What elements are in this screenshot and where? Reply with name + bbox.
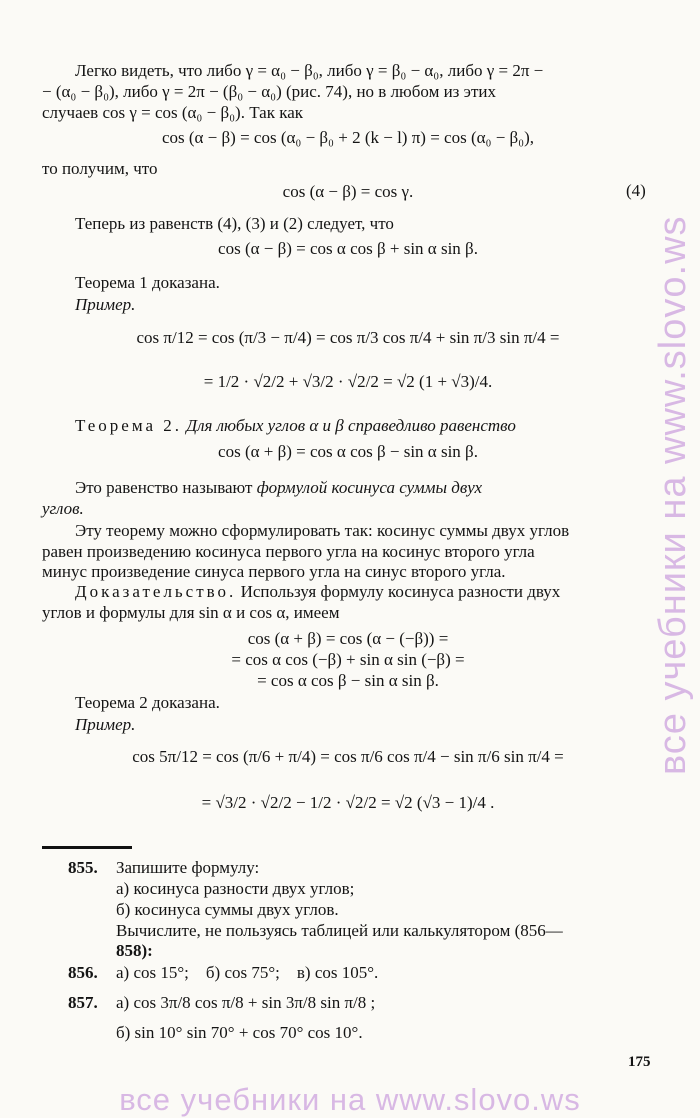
text-line: Теперь из равенств (4), (3) и (2) следует, что	[75, 214, 394, 233]
text-line: − (α₀ − β₀), либо γ = 2π − (β₀ − α₀) (рис. 74), но в любом из этих	[42, 82, 496, 101]
term-highlight: формулой косинуса суммы двух	[256, 478, 483, 497]
theorem-statement	[75, 415, 516, 436]
exercise-text: а) косинуса разности двух углов;	[116, 879, 355, 898]
theorem-heading: Теорема 2.	[75, 416, 183, 435]
theorem-text: Для любых углов α и β справедливо равенство	[186, 416, 516, 435]
proof-heading: Доказательство.	[75, 582, 237, 601]
text-line	[75, 477, 482, 498]
exercise-number: 856.	[68, 963, 98, 982]
equation: cos (α − β) = cos α cos β + sin α sin β.	[218, 239, 478, 258]
equation: = cos α cos β − sin α sin β.	[257, 671, 439, 690]
equation: = 1/2 · √2/2 + √3/2 · √2/2 = √2 (1 + √3)/4.	[203, 372, 493, 391]
text-line: случаев cos γ = cos (α₀ − β₀). Так как	[42, 103, 304, 122]
text-line: минус произведение синуса первого угла на синус второго угла.	[42, 562, 506, 581]
exercise-text: а) cos 15°; б) cos 75°; в) cos 105°.	[116, 963, 379, 982]
exercise-text: 858):	[116, 941, 153, 960]
equation: cos (α + β) = cos (α − (−β)) =	[247, 629, 449, 648]
equation: = √3/2 · √2/2 − 1/2 · √2/2 = √2 (√3 − 1)/4 .	[201, 793, 495, 812]
watermark-vertical: все учебники на www.slovo.ws	[652, 215, 694, 775]
text-line	[75, 581, 560, 602]
exercise-text: Вычислите, не пользуясь таблицей или калькулятором (856—	[116, 921, 563, 940]
exercise-text: б) sin 10° sin 70° + cos 70° cos 10°.	[116, 1023, 363, 1042]
text-line: Теорема 2 доказана.	[75, 693, 220, 712]
watermark-bottom: все учебники на www.slovo.ws	[119, 1082, 581, 1117]
exercise-text: а) cos 3π/8 cos π/8 + sin 3π/8 sin π/8 ;	[116, 993, 376, 1012]
exercise-number: 857.	[68, 993, 98, 1012]
text-line: равен произведению косинуса первого угла на косинус второго угла	[42, 542, 535, 561]
text-line: Эту теорему можно сформулировать так: косинус суммы двух углов	[75, 521, 570, 540]
text-line: углов и формулы для sin α и cos α, имеем	[42, 603, 340, 622]
section-divider	[42, 846, 132, 849]
equation: cos π/12 = cos (π/3 − π/4) = cos π/3 cos π/4 + sin π/3 sin π/4 =	[136, 328, 560, 347]
term-highlight: углов.	[42, 499, 84, 518]
text-line: то получим, что	[42, 159, 158, 178]
text-span: Используя формулу косинуса разности двух	[240, 582, 561, 601]
text-span: Это равенство называют	[75, 478, 253, 497]
text-line: Теорема 1 доказана.	[75, 273, 220, 292]
example-label: Пример.	[75, 295, 136, 314]
page-number: 175	[628, 1054, 651, 1070]
equation: cos (α − β) = cos γ.	[282, 182, 414, 201]
equation: cos (α + β) = cos α cos β − sin α sin β.	[218, 442, 478, 461]
equation: cos (α − β) = cos (α₀ − β₀ + 2 (k − l) π) = cos (α₀ − β₀),	[161, 128, 535, 147]
equation-number: (4)	[626, 181, 646, 200]
equation: cos 5π/12 = cos (π/6 + π/4) = cos π/6 cos π/4 − sin π/6 sin π/4 =	[132, 747, 564, 766]
exercise-number: 855.	[68, 858, 98, 877]
equation: = cos α cos (−β) + sin α sin (−β) =	[231, 650, 465, 669]
text-line: Легко видеть, что либо γ = α₀ − β₀, либо γ = β₀ − α₀, либо γ = 2π −	[75, 61, 544, 80]
example-label: Пример.	[75, 715, 136, 734]
exercise-text: б) косинуса суммы двух углов.	[116, 900, 339, 919]
exercise-text: Запишите формулу:	[116, 858, 260, 877]
